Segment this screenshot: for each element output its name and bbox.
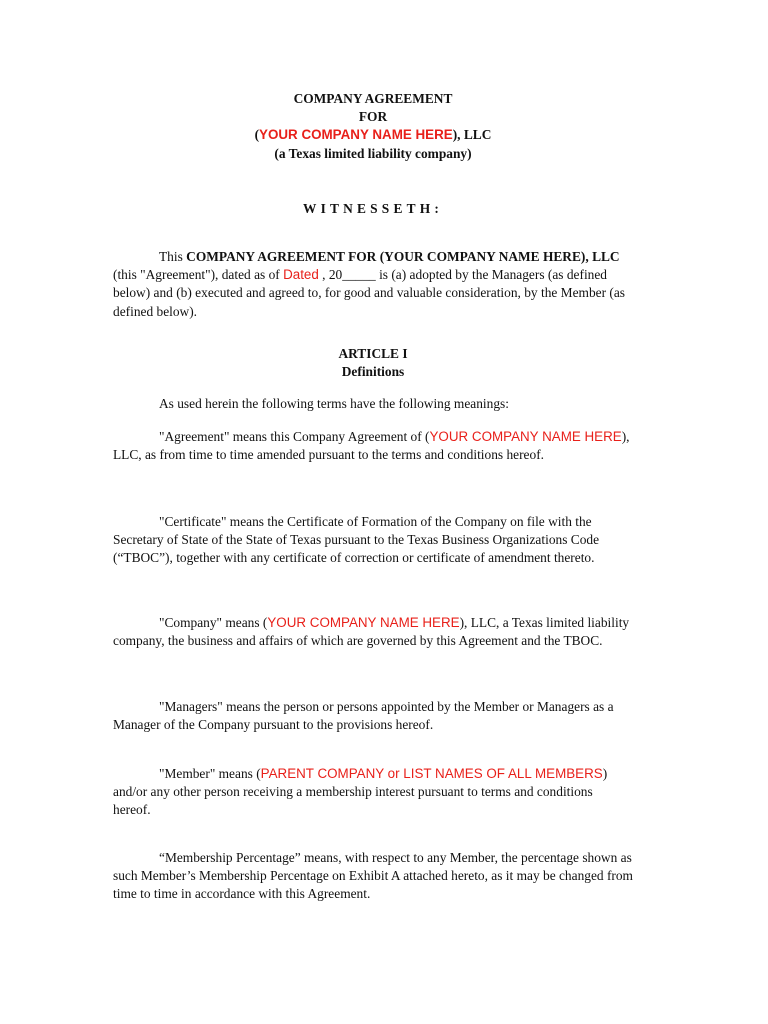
article-title: ARTICLE I [338, 346, 408, 361]
definition-membership-percentage: “Membership Percentage” means, with respect to any Member, the percentage shown as such Member’s Membership Percentage on Exhibit A attached hereto, as it may be changed from time to time in accordance with this Agreement. [113, 850, 633, 902]
company-name-placeholder: YOUR COMPANY NAME HERE [259, 127, 453, 143]
title-line-4: (a Texas limited liability company) [274, 145, 472, 161]
witnesseth-heading: WITNESSETH: [303, 201, 443, 216]
members-placeholder: PARENT COMPANY or LIST NAMES OF ALL MEMBERS [260, 766, 603, 781]
definition-certificate: "Certificate" means the Certificate of Formation of the Company on file with the Secretary of State of the State of Texas pursuant to the Texas Business Organizations Code (“TBOC”), together with any certificate of correction or certificate of amendment thereto. [113, 514, 600, 566]
title-line-3: (YOUR COMPANY NAME HERE), LLC [254, 127, 492, 143]
definition-member: "Member" means (PARENT COMPANY or LIST NAMES OF ALL MEMBERS) and/or any other person receiving a membership interest pursuant to terms and conditions hereof. [113, 766, 608, 818]
dated-placeholder: Dated [283, 267, 319, 283]
definitions-lead: As used herein the following terms have the following meanings: [159, 396, 509, 411]
title-line-2: FOR [358, 109, 388, 125]
intro-bold-title: COMPANY AGREEMENT FOR (YOUR COMPANY NAME HERE), LLC [186, 249, 620, 264]
definition-managers: "Managers" means the person or persons appointed by the Member or Managers as a Manager of the Company pursuant to the provisions hereof. [113, 699, 614, 733]
definition-agreement: "Agreement" means this Company Agreement of (YOUR COMPANY NAME HERE), LLC, as from time to time amended pursuant to the terms and conditions hereof. [113, 429, 630, 463]
definition-company: "Company" means (YOUR COMPANY NAME HERE), LLC, a Texas limited liability company, the business and affairs of which are governed by this Agreement and the TBOC. [113, 615, 630, 649]
title-line-1: COMPANY AGREEMENT [293, 91, 453, 106]
intro-paragraph: This COMPANY AGREEMENT FOR (YOUR COMPANY NAME HERE), LLC (this "Agreement"), dated as of Dated , 20_____ is (a) adopted by the Managers (as defined below) and (b) executed and agreed to, for good and valuable consideration, by the Member (as defined below). [113, 249, 626, 319]
company-name-placeholder: YOUR COMPANY NAME HERE [267, 615, 460, 630]
article-subtitle: Definitions [341, 364, 405, 380]
article-heading [113, 345, 633, 381]
document-title [113, 90, 633, 163]
company-name-placeholder: YOUR COMPANY NAME HERE [429, 429, 622, 444]
